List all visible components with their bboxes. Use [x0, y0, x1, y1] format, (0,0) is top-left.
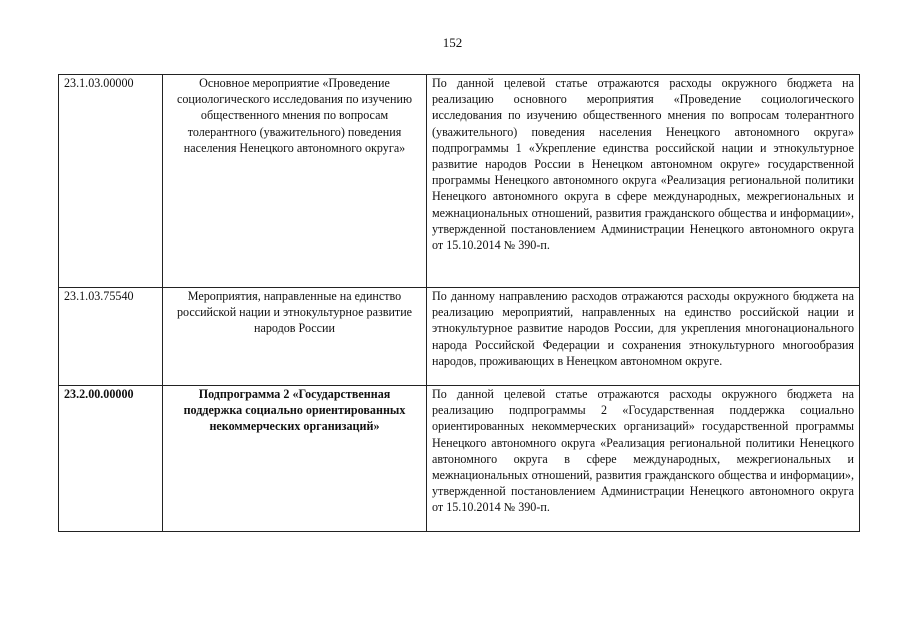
table-row [59, 386, 860, 532]
budget-classification-table [58, 74, 860, 532]
target-article-name: Подпрограмма 2 «Государственная поддержка социально ориентированных некоммерческих организаций» [163, 386, 427, 532]
target-article-name: Мероприятия, направленные на единство российской нации и этнокультурное развитие народов России [163, 288, 427, 386]
target-article-name: Основное мероприятие «Проведение социологического исследования по изучению общественного мнения по вопросам толерантного (уважительного) поведения населения Ненецкого автономного округа» [163, 75, 427, 288]
target-article-code: 23.2.00.00000 [59, 386, 163, 532]
target-article-description: По данной целевой статье отражаются расходы окружного бюджета на реализацию подпрограммы 2 «Государственная поддержка социально ориентированных некоммерческих организаций» государственной программы Ненецкого автономного округа «Реализация региональной политики Ненецкого автономного округа в сфере международных, межрегиональных и межнациональных отношений, развития гражданского общества и информации», утвержденной постановлением Администрации Ненецкого автономного округа от 15.10.2014 № 390-п. [427, 386, 860, 532]
target-article-description: По данному направлению расходов отражаются расходы окружного бюджета на реализацию мероприятий, направленных на единство российской нации и этнокультурное развитие народов России, для укрепления многонационального народа Российской Федерации и сохранения этнокультурного многообразия народов, проживающих в Ненецком автономном округе. [427, 288, 860, 386]
target-article-code: 23.1.03.75540 [59, 288, 163, 386]
target-article-code: 23.1.03.00000 [59, 75, 163, 288]
page-number: 152 [442, 35, 463, 50]
table-row [59, 75, 860, 288]
target-article-description: По данной целевой статье отражаются расходы окружного бюджета на реализацию основного мероприятия «Проведение социологического исследования по изучению общественного мнения по вопросам толерантного (уважительного) поведения населения Ненецкого автономного округа» подпрограммы 1 «Укрепление единства российской нации и этнокультурное развитие народов России в Ненецком автономном округе» государственной программы Ненецкого автономного округа «Реализация региональной политики Ненецкого автономного округа в сфере международных, межрегиональных и межнациональных отношений, развития гражданского общества и информации», утвержденной постановлением Администрации Ненецкого автономного округа от 15.10.2014 № 390-п. [427, 75, 860, 288]
table-row [59, 288, 860, 386]
